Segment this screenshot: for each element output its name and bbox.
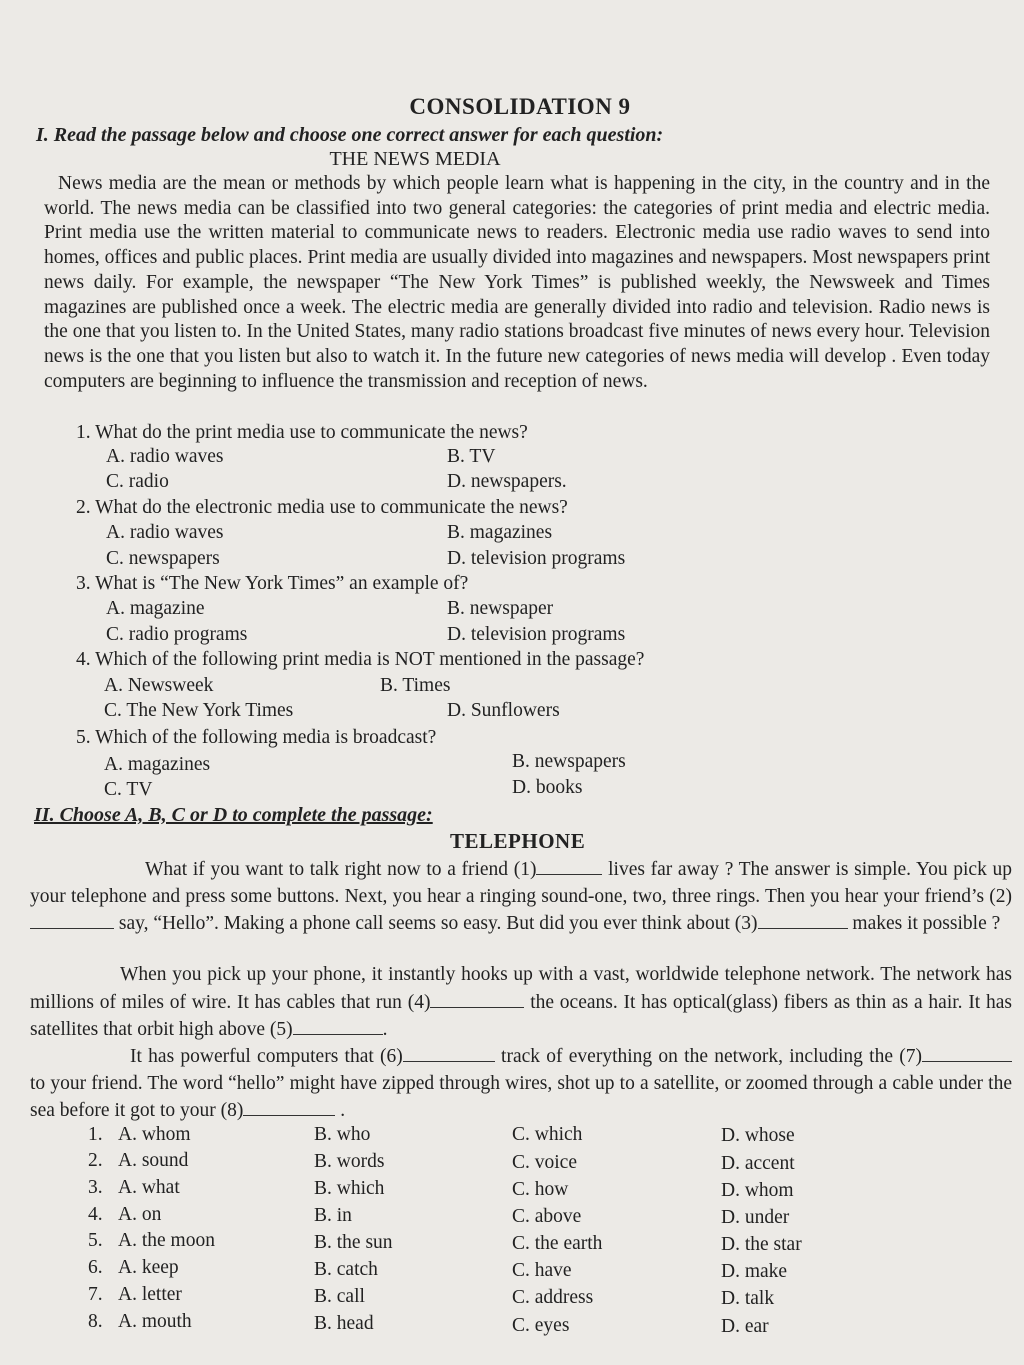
answer-option-a: A. what: [118, 1177, 180, 1198]
answer-option-b: B. catch: [314, 1259, 378, 1280]
answer-option-b: B. words: [314, 1151, 385, 1172]
section1-passage-title: THE NEWS MEDIA: [329, 148, 501, 170]
answer-option-b: B. call: [314, 1286, 365, 1307]
answer-option-a: A. letter: [118, 1284, 182, 1305]
question-5-option-d: D. books: [512, 777, 583, 798]
section1-passage: News media are the mean or methods by which people learn what is happening in the city, in the country and in the world. The news media can be classified into two general categories: the categories of print media and electric media. Print media use the written material to communicate news to readers. Electronic media use radio waves to send into homes, offices and public places. Print media are usually divided into magazines and newspapers. Most newspapers print news daily. For example, the newspaper “The New York Times” is published weekly, the Newsweek and Times magazines are published once a week. The electric media are generally divided into radio and television. Radio news is the one that you listen to. In the United States, many radio stations broadcast five minutes of news every hour. Television news is the one that you listen but also to watch it. In the future new categories of news media will develop . Even today computers are beginning to influence the transmission and reception of news.: [44, 173, 990, 392]
answer-option-a: A. whom: [118, 1124, 191, 1145]
question-3-option-d: D. television programs: [447, 624, 626, 645]
answer-option-d: D. accent: [721, 1153, 795, 1174]
question-1: 1. What do the print media use to communicate the news?: [76, 422, 528, 443]
question-4-option-a: A. Newsweek: [104, 675, 214, 696]
answer-row-number: 2.: [88, 1150, 103, 1171]
question-5-option-c: C. TV: [104, 779, 153, 800]
blank-1[interactable]: [536, 856, 602, 875]
cloze-paragraph-3: It has powerful computers that (6) track of everything on the network, including the (7) to your friend. The word “hello” might have zipped through wires, shot up to a satellite, or zoomed through a cable under the sea before it got to your (8) .: [30, 1043, 1012, 1125]
section2-passage-title: TELEPHONE: [450, 829, 586, 853]
answer-option-c: C. above: [512, 1206, 582, 1227]
answer-row-number: 8.: [88, 1311, 103, 1332]
answer-row-number: 1.: [88, 1124, 103, 1145]
answer-option-a: A. on: [118, 1204, 162, 1225]
blank-7[interactable]: [922, 1043, 1012, 1062]
answer-option-d: D. ear: [721, 1316, 769, 1337]
answer-option-d: D. under: [721, 1207, 790, 1228]
question-4-option-d: D. Sunflowers: [447, 700, 560, 721]
question-3: 3. What is “The New York Times” an example of?: [76, 573, 469, 594]
answer-option-d: D. whom: [721, 1180, 794, 1201]
answer-option-a: A. sound: [118, 1150, 189, 1171]
cloze-paragraph-1: What if you want to talk right now to a friend (1) lives far away ? The answer is simple. You pick up your telephone and press some buttons. Next, you hear a ringing sound-one, two, three rings. Then you hear your friend’s (2) say, “Hello”. Making a phone call seems so easy. But did you ever think about (3) makes it possible ?: [30, 856, 1012, 938]
answer-option-b: B. who: [314, 1124, 371, 1145]
question-2-option-d: D. television programs: [447, 548, 626, 569]
answer-option-a: A. the moon: [118, 1230, 215, 1251]
question-2-option-c: C. newspapers: [106, 548, 220, 569]
answer-option-c: C. how: [512, 1179, 569, 1200]
section2-heading: II. Choose A, B, C or D to complete the passage:: [34, 804, 433, 826]
answer-option-d: D. talk: [721, 1288, 775, 1309]
question-2: 2. What do the electronic media use to communicate the news?: [76, 497, 568, 518]
blank-5[interactable]: [293, 1016, 383, 1035]
section1-heading: I. Read the passage below and choose one correct answer for each question:: [36, 124, 664, 146]
answer-option-c: C. eyes: [512, 1315, 570, 1336]
answer-row-number: 7.: [88, 1284, 103, 1305]
page-title: CONSOLIDATION 9: [409, 94, 631, 119]
answer-option-a: A. keep: [118, 1257, 179, 1278]
question-4: 4. Which of the following print media is NOT mentioned in the passage?: [76, 649, 645, 670]
question-1-option-d: D. newspapers.: [447, 471, 567, 492]
blank-4[interactable]: [430, 989, 524, 1008]
answer-option-c: C. voice: [512, 1152, 577, 1173]
question-1-option-a: A. radio waves: [106, 446, 224, 467]
question-1-option-c: C. radio: [106, 471, 169, 492]
answer-option-a: A. mouth: [118, 1311, 192, 1332]
blank-8[interactable]: [243, 1097, 335, 1116]
question-4-option-b: B. Times: [380, 675, 451, 696]
answer-option-c: C. have: [512, 1260, 572, 1281]
question-2-option-b: B. magazines: [447, 522, 553, 543]
answer-option-b: B. the sun: [314, 1232, 393, 1253]
answer-option-d: D. the star: [721, 1234, 802, 1255]
answer-row-number: 6.: [88, 1257, 103, 1278]
question-5-option-a: A. magazines: [104, 754, 211, 775]
cloze-paragraph-2: When you pick up your phone, it instantly hooks up with a vast, worldwide telephone network. The network has millions of miles of wire. It has cables that run (4) the oceans. It has optical(glass) fibers as thin as a hair. It has satellites that orbit high above (5) .: [30, 964, 1012, 1040]
answer-option-b: B. head: [314, 1313, 374, 1334]
question-5-option-b: B. newspapers: [512, 751, 626, 772]
answer-option-b: B. which: [314, 1178, 385, 1199]
answer-row-number: 5.: [88, 1230, 103, 1251]
answer-row-number: 3.: [88, 1177, 103, 1198]
question-4-option-c: C. The New York Times: [104, 700, 294, 721]
blank-6[interactable]: [403, 1043, 495, 1062]
question-2-option-a: A. radio waves: [106, 522, 224, 543]
answer-option-c: C. which: [512, 1124, 583, 1145]
answer-option-c: C. address: [512, 1287, 594, 1308]
blank-2[interactable]: [30, 910, 114, 929]
question-3-option-c: C. radio programs: [106, 624, 248, 645]
answer-option-c: C. the earth: [512, 1233, 603, 1254]
answer-option-d: D. whose: [721, 1125, 795, 1146]
answer-option-b: B. in: [314, 1205, 352, 1226]
answer-row-number: 4.: [88, 1204, 103, 1225]
question-3-option-b: B. newspaper: [447, 598, 554, 619]
question-3-option-a: A. magazine: [106, 598, 205, 619]
answer-option-d: D. make: [721, 1261, 788, 1282]
blank-3[interactable]: [758, 910, 848, 929]
question-5: 5. Which of the following media is broadcast?: [76, 727, 437, 748]
question-1-option-b: B. TV: [447, 446, 496, 467]
